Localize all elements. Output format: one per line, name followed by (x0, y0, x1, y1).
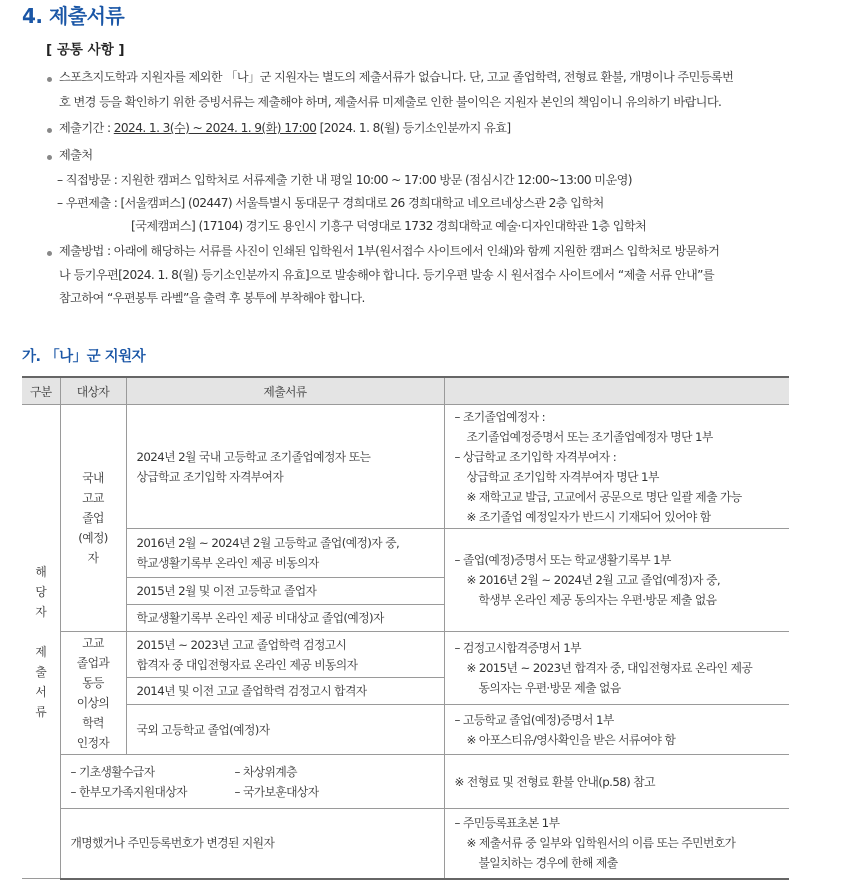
bullet-dot (47, 155, 52, 160)
target-ged-2014: 2014년 및 이전 고교 졸업학력 검정고시 합격자 (126, 678, 444, 705)
category-cell: 해 당 자 제 출 서 류 (22, 405, 60, 879)
target-nonprovider-school: 학교생활기록부 온라인 제공 비대상교 졸업(예정)자 (126, 605, 444, 632)
period-dates: 2024. 1. 3(수) ~ 2024. 1. 9(화) 17:00 (113, 121, 317, 135)
bullet-4-line-1: 제출방법 : 아래에 해당하는 서류를 사진이 인쇄된 입학원서 1부(원서접수 사이트에서 인쇄)와 함께 지원한 캠퍼스 입학처로 방문하거 (59, 244, 720, 258)
section-title: 4. 제출서류 (22, 4, 125, 28)
target-nonconsent-graduates: 2016년 2월 ~ 2024년 2월 고등학교 졸업(예정)자 중, 학교생활기록부 온라인 제공 비동의자 (126, 529, 444, 578)
bullet-dot (47, 128, 52, 133)
table-header-row (22, 377, 789, 405)
docs-overseas-certificate: – 고등학교 졸업(예정)증명서 1부 ※ 아포스티유/영사확인을 받은 서류여야 함 (444, 705, 789, 755)
bullet-1-line-2: 호 변경 등을 확인하기 위한 증빙서류는 제출해야 하며, 제출서류 미제출로 인한 불이익은 지원자 본인의 책임이니 유의하기 바랍니다. (59, 95, 722, 109)
docs-early-graduation: – 조기졸업예정자 : 조기졸업예정증명서 또는 조기졸업예정자 명단 1부 – 상급학교 조기입학 자격부여자 : 상급학교 조기입학 자격부여자 명단 1부 ※ 재학고교 발급, 고교에서 공문으로 명단 일괄 제출 가능 ※ 조기졸업 예정일자가 반드시 기재되어 있어야 함 (444, 405, 789, 529)
header-documents: 제출서류 (126, 377, 444, 405)
target-ged-nonconsent: 2015년 ~ 2023년 고교 졸업학력 검정고시 합격자 중 대입전형자료 온라인 제공 비동의자 (126, 632, 444, 678)
subsection-title: 가. 「나」군 지원자 (22, 349, 146, 365)
destination-mail-global: [국제캠퍼스] (17104) 경기도 용인시 기흥구 덕영대로 1732 경희대학교 예술·디자인대학관 1층 입학처 (131, 219, 647, 233)
target-early-graduation: 2024년 2월 국내 고등학교 조기졸업예정자 또는 상급학교 조기입학 자격부여자 (126, 405, 444, 529)
table-row (22, 405, 789, 529)
period-note: [2024. 1. 8(월) 등기소인분까지 유효] (316, 121, 511, 135)
destination-mail-seoul: – 우편제출 : [서울캠퍼스] (02447) 서울특별시 동대문구 경희대로 26 경희대학교 네오르네상스관 2층 입학처 (57, 196, 604, 210)
bullet-4-line-3: 참고하여 “우편봉투 라벨”을 출력 후 봉투에 부착해야 합니다. (59, 291, 365, 305)
target-name-id-change: 개명했거나 주민등록번호가 변경된 지원자 (60, 809, 444, 879)
table-row (22, 529, 789, 578)
table-row (22, 809, 789, 879)
table-row (22, 755, 789, 809)
header-target: 대상자 (60, 377, 126, 405)
destination-visit: – 직접방문 : 지원한 캠퍼스 입학처로 서류제출 기한 내 평일 10:00 ~ 17:00 방문 (점심시간 12:00~13:00 미운영) (57, 173, 632, 187)
bullet-4-line-2: 나 등기우편[2024. 1. 8(월) 등기소인분까지 유효]으로 발송해야 합니다. 등기우편 발송 시 원서접수 사이트에서 “제출 서류 안내”를 (59, 268, 715, 282)
docs-graduation-certificate: – 졸업(예정)증명서 또는 학교생활기록부 1부 ※ 2016년 2월 ~ 2024년 2월 고교 졸업(예정)자 중, 학생부 온라인 제공 동의자는 우편·방문 제출 없음 (444, 529, 789, 632)
documents-table (22, 376, 789, 880)
table-row (22, 705, 789, 755)
group-equivalent-education: 고교 졸업과 동등 이상의 학력 인정자 (60, 632, 126, 755)
table-row (22, 632, 789, 678)
target-fee-exemption-groups: – 기초생활수급자 – 차상위계층 – 한부모가족지원대상자 – 국가보훈대상자 (60, 755, 444, 809)
target-overseas-graduates: 국외 고등학교 졸업(예정)자 (126, 705, 444, 755)
bullet-dot (47, 251, 52, 256)
docs-ged-certificate: – 검정고시합격증명서 1부 ※ 2015년 ~ 2023년 합격자 중, 대입전형자료 온라인 제공 동의자는 우편·방문 제출 없음 (444, 632, 789, 705)
docs-resident-registration: – 주민등록표초본 1부 ※ 제출서류 중 일부와 입학원서의 이름 또는 주민번호가 불일치하는 경우에 한해 제출 (444, 809, 789, 879)
target-2015-graduates: 2015년 2월 및 이전 고등학교 졸업자 (126, 578, 444, 605)
group-domestic-graduates: 국내 고교 졸업 (예정) 자 (60, 405, 126, 632)
common-heading: [ 공통 사항 ] (46, 42, 125, 58)
period-label: 제출기간 : (59, 121, 114, 135)
docs-fee-refund-note: ※ 전형료 및 전형료 환불 안내(p.58) 참고 (444, 755, 789, 809)
bullet-submission-period (59, 117, 511, 140)
header-blank (444, 377, 789, 405)
bullet-dot (47, 77, 52, 82)
bullet-destination-title: 제출처 (59, 148, 93, 162)
bullet-1-line-1: 스포츠지도학과 지원자를 제외한 「나」군 지원자는 별도의 제출서류가 없습니다. 단, 고교 졸업학력, 전형료 환불, 개명이나 주민등록번 (59, 70, 734, 84)
header-category: 구분 (22, 377, 60, 405)
